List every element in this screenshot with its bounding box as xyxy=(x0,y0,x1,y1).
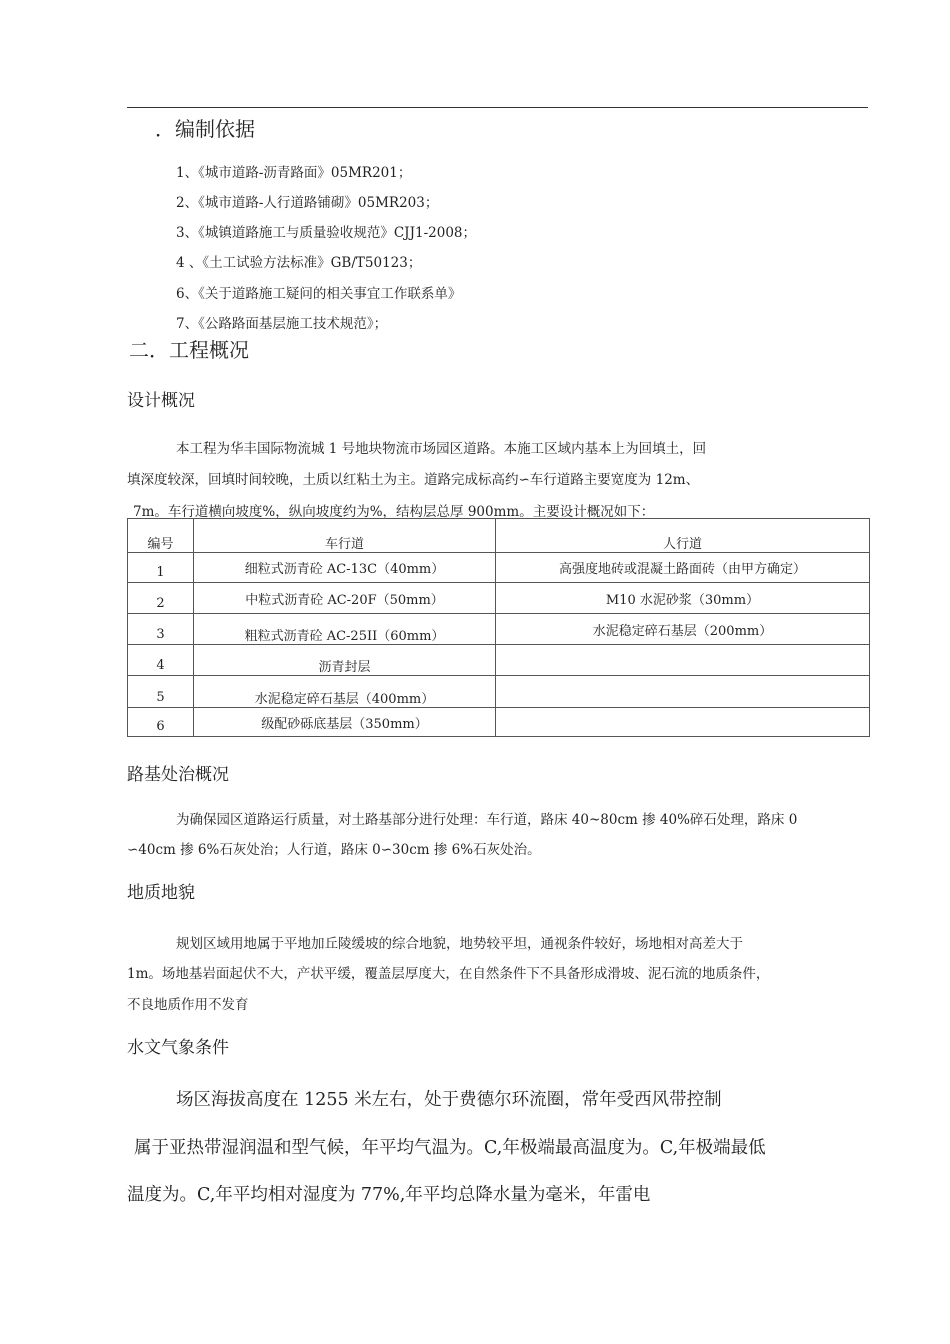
reference-item: 1、《城市道路-沥青路面》05MR201； xyxy=(176,165,412,181)
table-cell xyxy=(496,645,870,676)
reference-item: 6、《关于道路施工疑问的相关事宜工作联系单》 xyxy=(176,286,462,302)
table-cell: 4 xyxy=(128,645,194,676)
table-cell xyxy=(496,676,870,708)
table-cell: 级配砂砾底基层（350mm） xyxy=(194,708,496,737)
table-header-cell: 人行道 xyxy=(496,519,870,553)
table-row xyxy=(128,645,870,676)
table-row xyxy=(128,676,870,708)
table-cell: 水泥稳定碎石基层（400mm） xyxy=(194,676,496,708)
paragraph-line: 为确保园区道路运行质量，对土路基部分进行处理：车行道，路床 40~80cm 掺 40%碎石处理，路床 0 xyxy=(176,812,798,828)
table-row xyxy=(128,614,870,645)
table-cell: 中粒式沥青砼 AC-20F（50mm） xyxy=(194,583,496,614)
table-cell: 6 xyxy=(128,708,194,737)
subsection-title-design: 设计概况 xyxy=(127,391,195,411)
section-heading-basis: ．编制依据 xyxy=(155,117,255,141)
paragraph-line: 温度为。C,年平均相对湿度为 77%,年平均总降水量为毫米，年雷电 xyxy=(127,1185,651,1205)
paragraph-line: 属于亚热带湿润温和型气候，年平均气温为。C,年极端最高温度为。C,年极端最低 xyxy=(134,1138,766,1158)
table-cell: 2 xyxy=(128,583,194,614)
paragraph-line: 1m。场地基岩面起伏不大，产状平缓，覆盖层厚度大，在自然条件下不具备形成滑坡、泥石流的地质条件， xyxy=(127,966,770,982)
table-cell: M10 水泥砂浆（30mm） xyxy=(496,583,870,614)
paragraph-line: 本工程为华丰国际物流城 1 号地块物流市场园区道路。本施工区域内基本上为回填土，回 xyxy=(176,441,707,457)
table-cell: 沥青封层 xyxy=(194,645,496,676)
table-row xyxy=(128,583,870,614)
design-table xyxy=(127,518,870,737)
table-header-cell: 车行道 xyxy=(194,519,496,553)
paragraph-line: ∽40cm 掺 6%石灰处治；人行道，路床 0∽30cm 掺 6%石灰处治。 xyxy=(127,842,541,858)
section-heading-overview: 二．工程概况 xyxy=(129,338,249,362)
table-cell: 3 xyxy=(128,614,194,645)
reference-item: 7、《公路路面基层施工技术规范》； xyxy=(176,316,388,332)
reference-item: 2、《城市道路-人行道路铺砌》05MR203； xyxy=(176,195,439,211)
subsection-title-geology: 地质地貌 xyxy=(127,883,195,903)
table-cell: 高强度地砖或混凝土路面砖（由甲方确定） xyxy=(496,553,870,583)
subsection-title-hydro: 水文气象条件 xyxy=(127,1038,229,1058)
table-header-row xyxy=(128,519,870,553)
header-rule xyxy=(127,107,868,108)
table-header-cell: 编号 xyxy=(128,519,194,553)
table-row xyxy=(128,553,870,583)
reference-item: 3、《城镇道路施工与质量验收规范》CJJ1-2008； xyxy=(176,225,476,241)
reference-item: 4 、《土工试验方法标准》GB/T50123； xyxy=(176,255,422,271)
table-cell: 粗粒式沥青砼 AC-25II（60mm） xyxy=(194,614,496,645)
paragraph-line: 7m。车行道横向坡度%，纵向坡度约为%，结构层总厚 900mm。主要设计概况如下： xyxy=(133,504,655,520)
paragraph-line: 规划区域用地属于平地加丘陵缓坡的综合地貌，地势较平坦，通视条件较好，场地相对高差大于 xyxy=(176,936,743,952)
paragraph-line: 不良地质作用不发育 xyxy=(127,997,249,1013)
subsection-title-subgrade: 路基处治概况 xyxy=(127,765,229,785)
paragraph-line: 填深度较深，回填时间较晚，土质以红粘土为主。道路完成标高约∽车行道路主要宽度为 12m、 xyxy=(127,472,700,488)
table-row xyxy=(128,708,870,737)
table-cell xyxy=(496,708,870,737)
paragraph-line: 场区海拔高度在 1255 米左右，处于费德尔环流圈，常年受西风带控制 xyxy=(176,1090,722,1110)
table-cell: 1 xyxy=(128,553,194,583)
table-cell: 5 xyxy=(128,676,194,708)
table-cell: 细粒式沥青砼 AC-13C（40mm） xyxy=(194,553,496,583)
table-cell: 水泥稳定碎石基层（200mm） xyxy=(496,614,870,645)
